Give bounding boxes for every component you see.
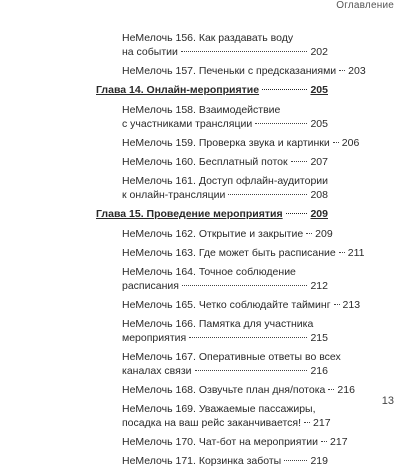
toc-page-number: 211 — [347, 247, 365, 259]
toc-entry-line — [122, 174, 328, 188]
toc-entry-title: НеМелочь 161. Доступ офлайн-аудитории — [122, 175, 329, 187]
toc-entry-title-cont: каналах связи — [122, 365, 192, 377]
toc-entry-line — [122, 279, 328, 293]
dot-leader — [333, 142, 339, 143]
toc-page-number: 217 — [313, 417, 331, 429]
toc-entry-title: НеМелочь 163. Где может быть расписание — [122, 247, 336, 259]
dot-leader — [321, 441, 327, 442]
toc-entry[interactable] — [96, 174, 328, 202]
toc-entry-title-cont: с участниками трансляции — [122, 118, 253, 130]
toc-entry-line — [122, 265, 328, 279]
dot-leader — [284, 460, 307, 461]
table-of-contents — [96, 31, 366, 473]
toc-entry-title: НеМелочь 168. Озвучьте план дня/потока — [122, 384, 326, 396]
dot-leader — [306, 233, 312, 234]
toc-page-number: 206 — [341, 137, 360, 149]
dot-leader — [339, 70, 345, 71]
toc-page-number: 207 — [310, 156, 328, 168]
toc-entry-title: НеМелочь 165. Четко соблюдайте тайминг — [122, 299, 331, 311]
toc-entry-title: НеМелочь 156. Как раздавать воду — [122, 32, 294, 44]
dot-leader — [181, 51, 308, 52]
toc-entry-title: НеМелочь 170. Чат-бот на мероприятии — [122, 436, 319, 448]
page-number: 13 — [381, 395, 394, 407]
toc-entry-line — [122, 45, 328, 59]
toc-page-number: 217 — [330, 436, 348, 448]
toc-entry-line — [122, 331, 328, 345]
toc-entry-line — [96, 83, 328, 97]
toc-entry[interactable] — [96, 136, 360, 150]
chapter-title: Глава 14. Онлайн-мероприятие — [96, 84, 260, 96]
toc-entry[interactable] — [96, 155, 328, 169]
toc-entry[interactable] — [96, 435, 348, 449]
toc-entry-line — [122, 350, 341, 364]
toc-entry-title: НеМелочь 169. Уважаемые пассажиры, — [122, 403, 316, 415]
toc-entry[interactable] — [96, 402, 331, 430]
toc-entry-line — [122, 454, 328, 468]
toc-entry-title: НеМелочь 167. Оперативные ответы во всех — [122, 351, 341, 363]
toc-entry[interactable] — [96, 454, 328, 468]
toc-entry-title: НеМелочь 162. Открытие и закрытие — [122, 228, 304, 240]
toc-page-number: 216 — [310, 365, 328, 377]
toc-entry-line — [122, 402, 328, 416]
toc-chapter[interactable] — [96, 207, 328, 221]
toc-entry-title: НеМелочь 166. Памятка для участника — [122, 318, 314, 330]
dot-leader — [328, 389, 334, 390]
toc-page-number: 209 — [310, 208, 328, 220]
dot-leader — [304, 422, 310, 423]
toc-page-number: 219 — [310, 455, 328, 467]
dot-leader — [255, 123, 307, 124]
toc-entry-line — [122, 383, 355, 397]
toc-entry[interactable] — [96, 246, 365, 260]
toc-entry-line — [122, 31, 328, 45]
toc-entry[interactable] — [96, 64, 366, 78]
toc-page-number: 216 — [337, 384, 355, 396]
toc-entry-line — [122, 317, 328, 331]
toc-entry-line — [122, 298, 361, 312]
toc-entry[interactable] — [96, 265, 328, 293]
toc-entry-title-cont: мероприятия — [122, 332, 187, 344]
toc-page-number: 205 — [310, 84, 328, 96]
toc-entry[interactable] — [96, 298, 361, 312]
toc-entry-title-cont: посадка на ваш рейс заканчивается! — [122, 417, 302, 429]
dot-leader — [228, 194, 307, 195]
toc-entry-title: НеМелочь 157. Печеньки с предсказаниями — [122, 65, 337, 77]
toc-entry-line — [122, 136, 360, 150]
toc-entry-title: НеМелочь 159. Проверка звука и картинки — [122, 137, 330, 149]
toc-chapter[interactable] — [96, 83, 328, 97]
running-header: Оглавление — [336, 0, 394, 11]
toc-page-number: 215 — [310, 332, 328, 344]
dot-leader — [286, 213, 308, 214]
toc-page-number: 205 — [310, 118, 328, 130]
toc-entry-title-cont: расписания — [122, 280, 179, 292]
toc-entry[interactable] — [96, 31, 328, 59]
toc-entry-line — [122, 117, 328, 131]
toc-entry[interactable] — [96, 350, 341, 378]
toc-entry-line — [122, 246, 365, 260]
toc-page-number: 212 — [310, 280, 328, 292]
dot-leader — [291, 161, 308, 162]
toc-entry-title-cont: на событии — [122, 46, 178, 58]
toc-entry-line — [122, 364, 328, 378]
toc-page-number: 202 — [310, 46, 328, 58]
dot-leader — [334, 304, 340, 305]
toc-entry-line — [122, 416, 331, 430]
toc-entry-title: НеМелочь 158. Взаимодействие — [122, 104, 281, 116]
toc-entry[interactable] — [96, 383, 355, 397]
toc-entry-line — [122, 103, 328, 117]
toc-entry[interactable] — [96, 317, 328, 345]
toc-entry-line — [122, 155, 328, 169]
dot-leader — [189, 337, 307, 338]
toc-entry-title-cont: к онлайн-трансляции — [122, 189, 226, 201]
toc-entry-title: НеМелочь 171. Корзинка заботы — [122, 455, 282, 467]
chapter-title: Глава 15. Проведение мероприятия — [96, 208, 283, 220]
toc-entry-title: НеМелочь 164. Точное соблюдение — [122, 266, 296, 278]
toc-entry-title: НеМелочь 160. Бесплатный поток — [122, 156, 288, 168]
toc-entry-line — [122, 435, 348, 449]
dot-leader — [339, 252, 345, 253]
dot-leader — [182, 285, 308, 286]
toc-entry[interactable] — [96, 103, 328, 131]
toc-entry-line — [122, 227, 333, 241]
toc-entry-line — [122, 188, 328, 202]
toc-entry-line — [96, 207, 328, 221]
toc-entry-line — [122, 64, 366, 78]
toc-entry[interactable] — [96, 227, 333, 241]
toc-page-number: 208 — [310, 189, 328, 201]
dot-leader — [262, 89, 307, 90]
toc-page-number: 203 — [348, 65, 366, 77]
dot-leader — [195, 370, 308, 371]
toc-page-number: 213 — [342, 299, 361, 311]
toc-page-number: 209 — [315, 228, 333, 240]
